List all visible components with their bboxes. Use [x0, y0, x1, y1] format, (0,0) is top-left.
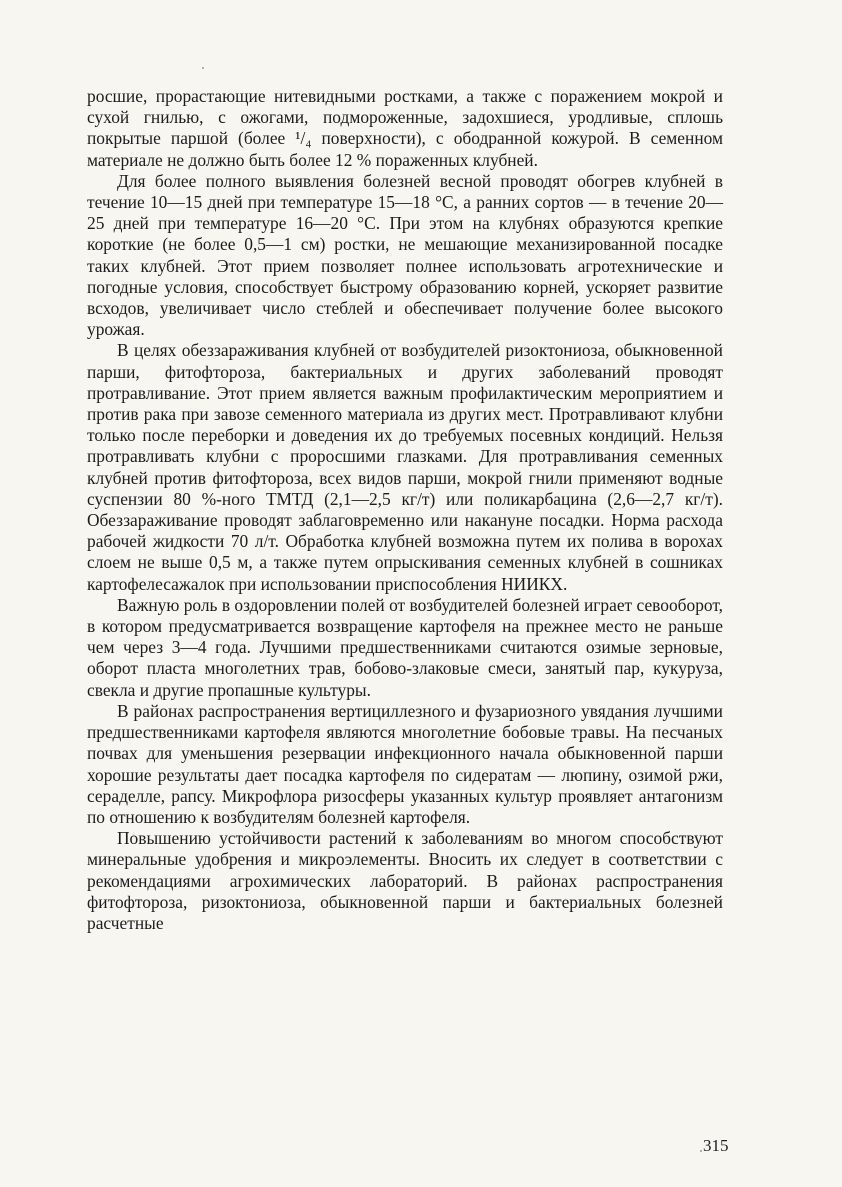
paragraph-6: Повышению устойчивости растений к заболеваниям во многом способствуют минеральные удобрения и микроэлементы. Вносить их следует в соответствии с рекомендациями агрохимических лабораторий. В районах распространения фитофтороза, ризоктониоза, обыкновенной парши и бактериальных болезней расчетные	[87, 828, 723, 933]
paragraph-1: росшие, прорастающие нитевидными ростками, а также с поражением мокрой и сухой гнилью, с ожогами, подмороженные, задохшиеся, уродливые, сплошь покрытые паршой (более ¹/₄ поверхности), с ободранной кожурой. В семенном материале не должно быть более 12 % пораженных клубней.	[87, 86, 723, 170]
scan-speck	[202, 67, 204, 69]
paragraph-3: В целях обеззараживания клубней от возбудителей ризоктониоза, обыкновенной парши, фитофтороза, бактериальных и других заболеваний проводят протравливание. Этот прием является важным профилактическим мероприятием и против рака при завозе семенного материала из других мест. Протравливают клубни только после переборки и доведения их до требуемых посевных кондиций. Нельзя протравливать клубни с проросшими глазками. Для протравливания семенных клубней против фитофтороза, всех видов парши, мокрой гнили применяют водные суспензии 80 %-ного ТМТД (2,1—2,5 кг/т) или поликарбацина (2,6—2,7 кг/т). Обеззараживание проводят заблаговременно или накануне посадки. Норма расхода рабочей жидкости 70 л/т. Обработка клубней возможна путем их полива в ворохах слоем не выше 0,5 м, а также путем опрыскивания семенных клубней в сошниках картофелесажалок при использовании приспособления НИИКХ.	[87, 340, 723, 594]
paragraph-4: Важную роль в оздоровлении полей от возбудителей болезней играет севооборот, в котором предусматривается возвращение картофеля на прежнее место не раньше чем через 3—4 года. Лучшими предшественниками считаются озимые зерновые, оборот пласта многолетних трав, бобово-злаковые смеси, занятый пар, кукуруза, свекла и другие пропашные культуры.	[87, 594, 723, 700]
paragraph-5: В районах распространения вертициллезного и фузариозного увядания лучшими предшественниками картофеля являются многолетние бобовые травы. На песчаных почвах для уменьшения резервации инфекционного начала обыкновенной парши хорошие результаты дает посадка картофеля по сидератам — люпину, озимой ржи, сераделле, рапсу. Микрофлора ризосферы указанных культур проявляет антагонизм по отношению к возбудителям болезней картофеля.	[87, 700, 723, 827]
paragraph-2: Для более полного выявления болезней весной проводят обогрев клубней в течение 10—15 дней при температуре 15—18 °С, а ранних сортов — в течение 20—25 дней при температуре 16—20 °С. При этом на клубнях образуются крепкие короткие (не более 0,5—1 см) ростки, не мешающие механизированной посадке таких клубней. Этот прием позволяет полнее использовать агротехнические и погодные условия, способствует быстрому образованию корней, ускоряет развитие всходов, увеличивает число стеблей и обеспечивает получение более высокого урожая.	[87, 170, 723, 340]
page-body	[87, 86, 723, 934]
scan-speck	[700, 1150, 702, 1152]
page-number: 315	[703, 1136, 729, 1155]
